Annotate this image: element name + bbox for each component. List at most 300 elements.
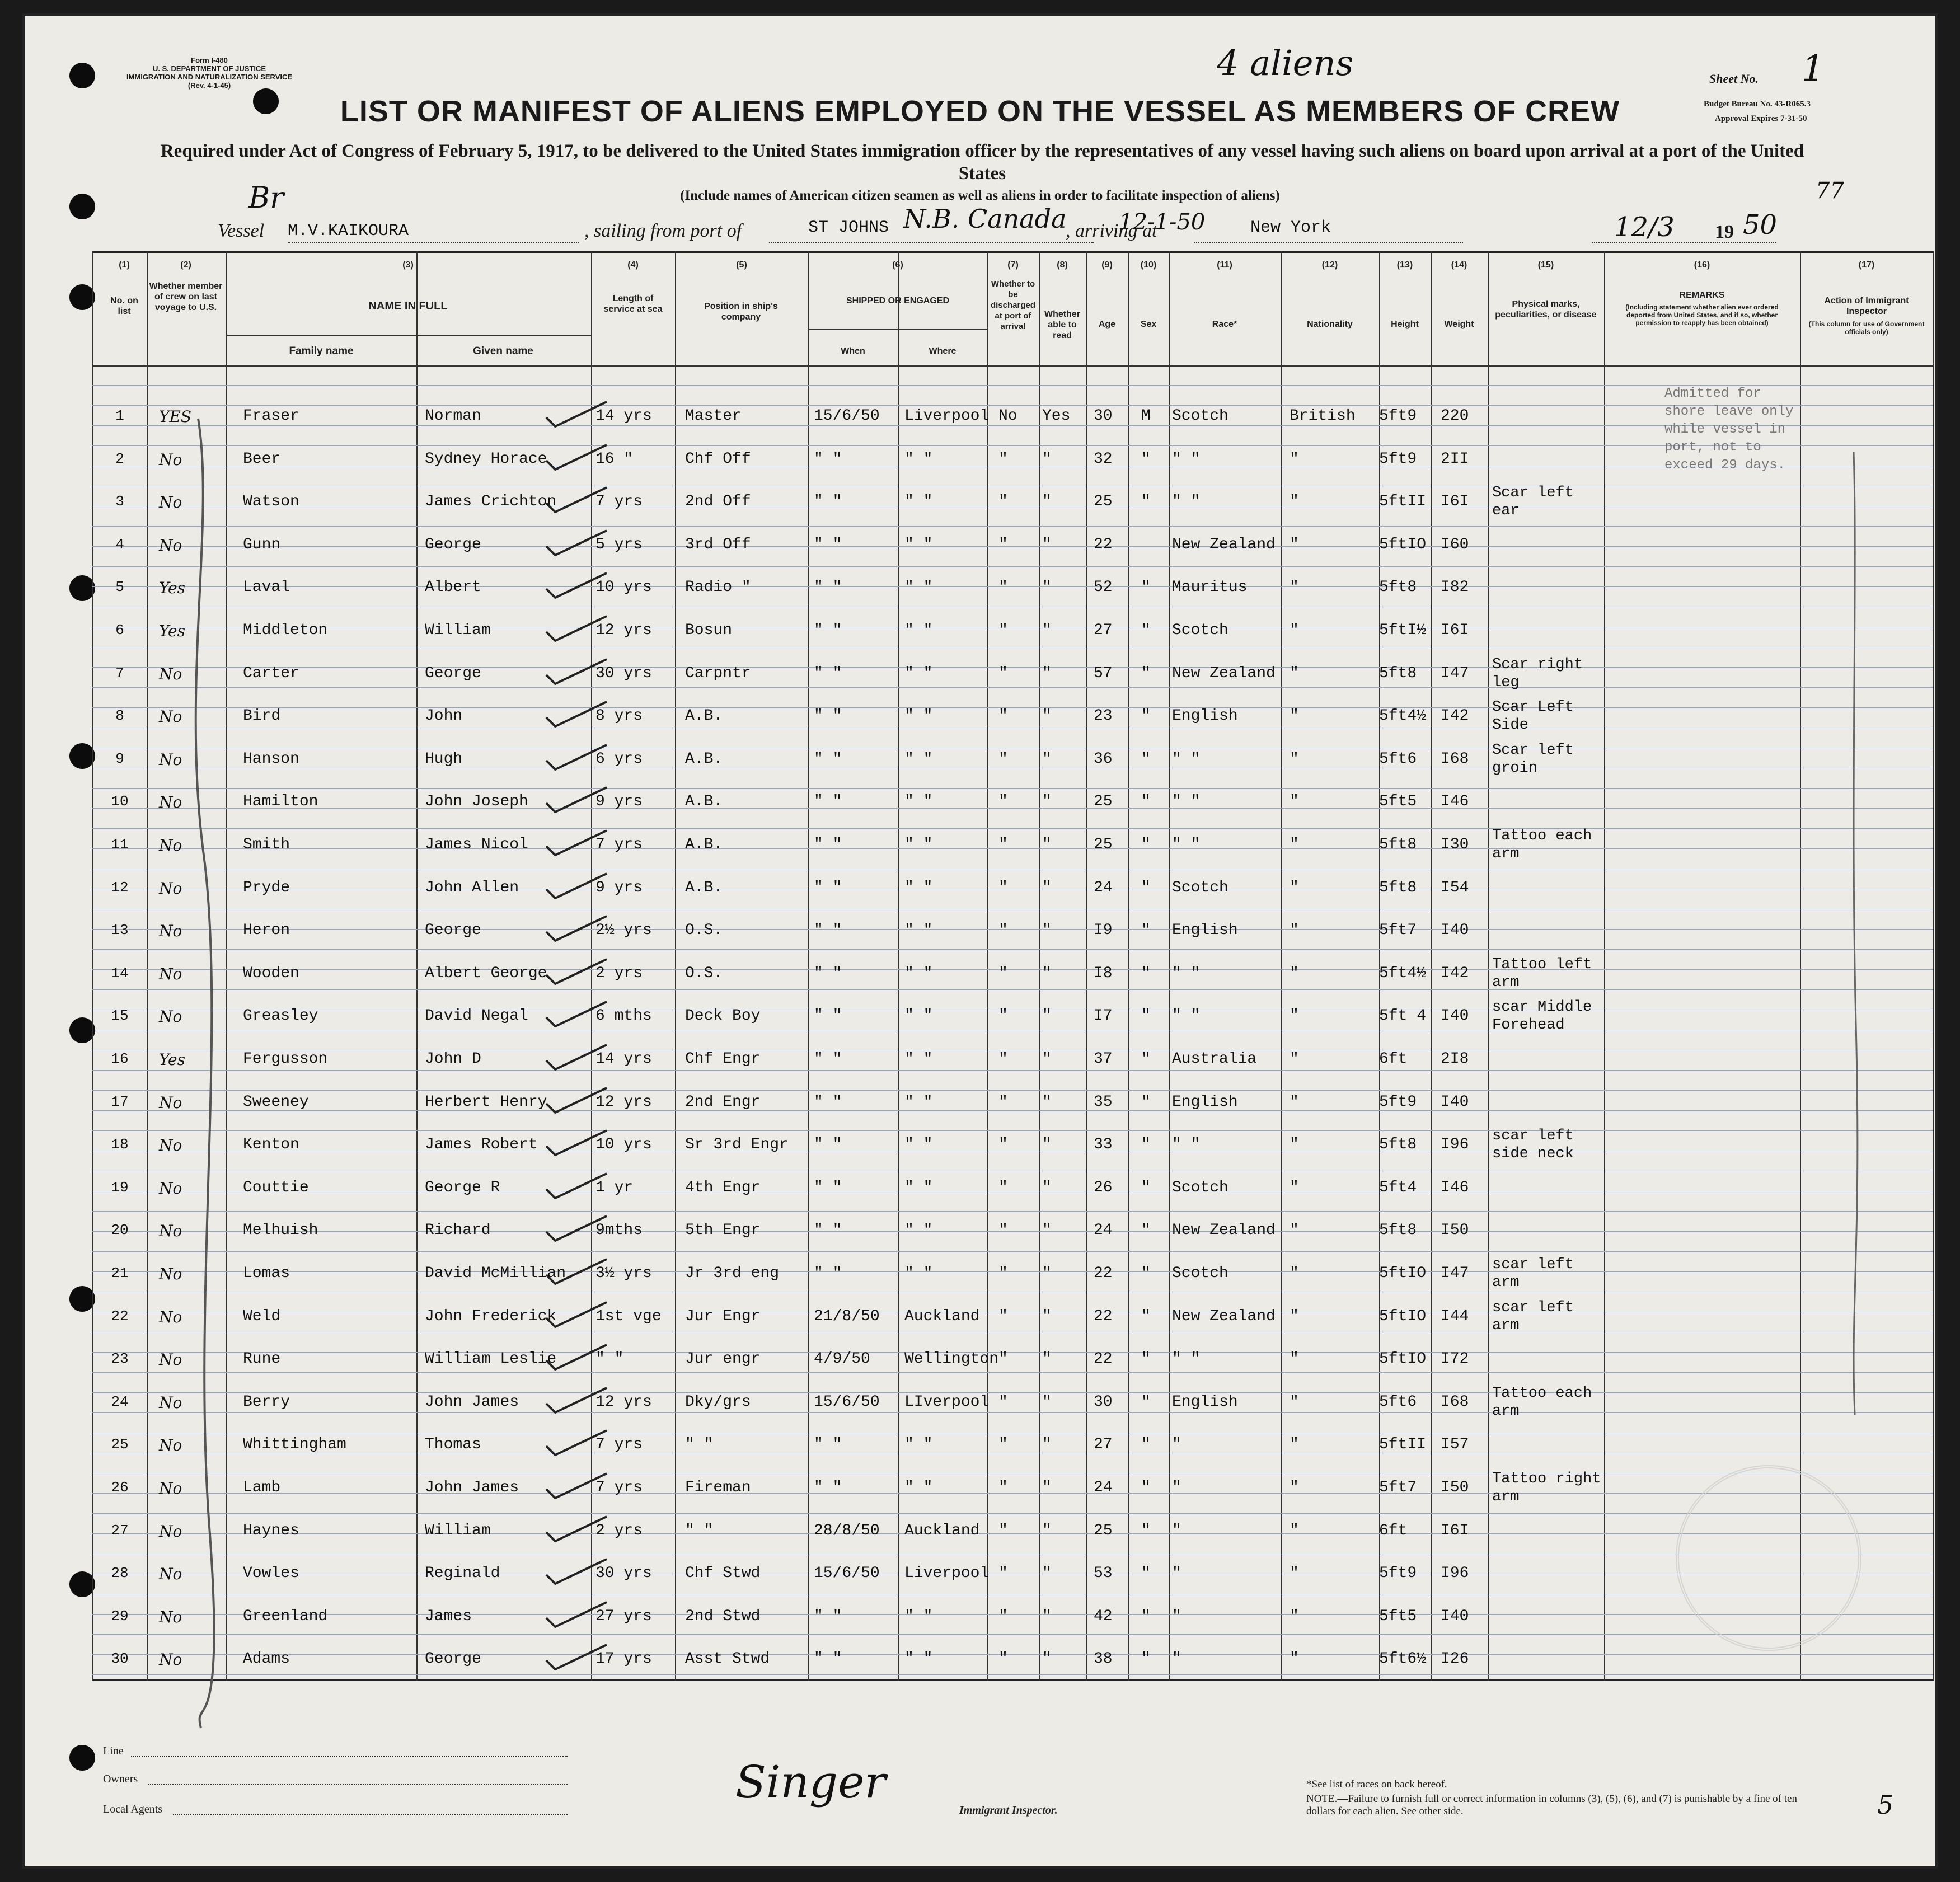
nationality-cell: " (1290, 450, 1299, 468)
where-cell: " " (904, 1265, 933, 1282)
when-cell: " " (814, 1179, 842, 1196)
height-cell: 5ftII (1379, 493, 1427, 510)
family-name-cell: Heron (243, 922, 290, 939)
given-name-cell: Sydney Horace (425, 450, 547, 468)
position-cell: 2nd Engr (685, 1093, 761, 1111)
row-number: 13 (111, 922, 129, 938)
family-name-cell: Lamb (243, 1479, 281, 1496)
service-cell: 7 yrs (595, 493, 643, 510)
given-name-cell: Albert (425, 579, 481, 596)
given-name-cell: John Joseph (425, 793, 528, 810)
read-cell: " (1042, 1650, 1052, 1668)
weight-cell: I42 (1441, 707, 1469, 725)
race-cell: " " (1172, 1350, 1201, 1368)
service-cell: 8 yrs (595, 707, 643, 725)
when-cell: 21/8/50 (814, 1308, 880, 1325)
manifest-sheet (22, 13, 1938, 1869)
discharged-cell: " (998, 493, 1008, 510)
sex-cell: " (1141, 879, 1151, 897)
row-number: 28 (111, 1565, 129, 1581)
weight-cell: I60 (1441, 536, 1469, 553)
year-suffix: 50 (1743, 209, 1778, 241)
crew-cell: No (159, 1308, 182, 1326)
crew-cell: No (159, 536, 182, 555)
col7-number: (7) (1007, 260, 1019, 270)
when-cell: " " (814, 665, 842, 682)
family-name-cell: Lomas (243, 1265, 290, 1282)
where-cell: " " (904, 493, 933, 510)
where-cell: " " (904, 1179, 933, 1196)
sex-cell: " (1141, 1522, 1151, 1540)
when-cell: " " (814, 622, 842, 639)
weight-cell: I57 (1441, 1436, 1469, 1453)
page-mark: 5 (1877, 1790, 1894, 1820)
col4-number: (4) (627, 260, 639, 270)
crew-cell: No (159, 1479, 182, 1498)
family-name-cell: Haynes (243, 1522, 299, 1540)
age-cell: 53 (1094, 1565, 1113, 1582)
physical-marks-cell: Tattoo each arm (1492, 828, 1592, 862)
height-cell: 5ft5 (1379, 1608, 1417, 1625)
physical-marks-cell: scar left arm (1492, 1256, 1574, 1291)
corner-mark: 77 (1816, 178, 1844, 204)
given-name-cell: James Nicol (425, 836, 528, 853)
physical-marks-cell: Scar right leg (1492, 656, 1583, 691)
race-cell: English (1172, 922, 1238, 939)
col12-number: (12) (1321, 260, 1338, 270)
nationality-cell: " (1290, 1136, 1299, 1153)
height-cell: 6ft (1379, 1522, 1408, 1540)
height-cell: 5ft5 (1379, 793, 1417, 810)
where-cell: " " (904, 707, 933, 725)
crew-cell: No (159, 922, 182, 940)
col2-header: Whether member of crew on last voyage to U.S. (149, 281, 223, 312)
crew-cell: No (159, 1436, 182, 1454)
nationality-cell: " (1290, 836, 1299, 853)
position-cell: 3rd Off (685, 536, 751, 553)
given-name-cell: William (425, 622, 491, 639)
weight-cell: I54 (1441, 879, 1469, 897)
sex-cell: " (1141, 1608, 1151, 1625)
height-cell: 5ftIO (1379, 1350, 1427, 1368)
height-cell: 5ft8 (1379, 1136, 1417, 1153)
family-name-cell: Laval (243, 579, 290, 596)
physical-marks-cell: scar Middle Forehead (1492, 999, 1592, 1034)
when-cell: " " (814, 450, 842, 468)
when-cell: " " (814, 1222, 842, 1239)
family-name-cell: Fraser (243, 407, 299, 425)
service-cell: 10 yrs (595, 1136, 652, 1153)
inspector-label: Immigrant Inspector. (959, 1804, 1058, 1817)
sex-cell: " (1141, 922, 1151, 939)
sex-cell: " (1141, 1350, 1151, 1368)
read-cell: " (1042, 922, 1052, 939)
discharged-cell: " (998, 1050, 1008, 1068)
nationality-cell: " (1290, 1608, 1299, 1625)
service-cell: 3½ yrs (595, 1265, 652, 1282)
discharged-cell: " (998, 1479, 1008, 1496)
given-name-cell: John James (425, 1479, 519, 1496)
nationality-cell: " (1290, 965, 1299, 982)
where-cell: " " (904, 450, 933, 468)
when-cell: " " (814, 750, 842, 768)
sex-cell: " (1141, 1308, 1151, 1325)
when-cell: " " (814, 1050, 842, 1068)
when-cell: " " (814, 879, 842, 897)
given-name-cell: David Negal (425, 1007, 528, 1025)
age-cell: 30 (1094, 1393, 1113, 1411)
port-from: ST JOHNS (808, 218, 889, 237)
nationality-cell: " (1290, 1565, 1299, 1582)
weight-cell: I82 (1441, 579, 1469, 596)
family-name-cell: Smith (243, 836, 290, 853)
approval-expires: Approval Expires 7-31-50 (1715, 114, 1807, 123)
where-cell: " " (904, 1050, 933, 1068)
read-cell: " (1042, 793, 1052, 810)
position-cell: " " (685, 1522, 714, 1540)
family-name-cell: Kenton (243, 1136, 299, 1153)
family-name-cell: Weld (243, 1308, 281, 1325)
race-cell: " (1172, 1608, 1181, 1625)
where-cell: " " (904, 665, 933, 682)
col15-header: Physical marks, peculiarities, or disease (1495, 299, 1597, 320)
nationality-cell: " (1290, 1093, 1299, 1111)
age-cell: 25 (1094, 793, 1113, 810)
physical-marks-cell: scar left side neck (1492, 1128, 1574, 1162)
weight-cell: 2I8 (1441, 1050, 1469, 1068)
weight-cell: 220 (1441, 407, 1469, 425)
race-cell: " (1172, 1522, 1181, 1540)
col9-number: (9) (1101, 260, 1113, 270)
family-name-cell: Vowles (243, 1565, 299, 1582)
read-cell: " (1042, 836, 1052, 853)
height-cell: 5ft4½ (1379, 707, 1427, 725)
crew-cell: No (159, 450, 182, 469)
read-cell: Yes (1042, 407, 1071, 425)
sex-cell: " (1141, 622, 1151, 639)
page-title: LIST OR MANIFEST OF ALIENS EMPLOYED ON THE VESSEL AS MEMBERS OF CREW (340, 95, 1620, 128)
row-number: 22 (111, 1308, 129, 1325)
read-cell: " (1042, 1565, 1052, 1582)
row-number: 21 (111, 1265, 129, 1282)
col1-number: (1) (119, 260, 130, 270)
age-cell: 24 (1094, 879, 1113, 897)
height-cell: 5ft8 (1379, 879, 1417, 897)
given-name-cell: George (425, 922, 481, 939)
race-cell: " " (1172, 450, 1201, 468)
when-cell: " " (814, 536, 842, 553)
height-cell: 5ft9 (1379, 450, 1417, 468)
when-cell: 15/6/50 (814, 1393, 880, 1411)
nationality-cell: " (1290, 1650, 1299, 1668)
form-service: IMMIGRATION AND NATURALIZATION SERVICE (126, 73, 293, 81)
discharged-cell: " (998, 1565, 1008, 1582)
remarks-cell: Admitted for shore leave only while vessel in port, not to exceed 29 days. (1664, 386, 1794, 473)
discharged-cell: " (998, 536, 1008, 553)
given-name-cell: George (425, 665, 481, 682)
discharged-cell: " (998, 1608, 1008, 1625)
given-name-cell: James (425, 1608, 472, 1625)
service-cell: 16 " (595, 450, 634, 468)
sex-cell: " (1141, 1393, 1151, 1411)
given-name-cell: John Frederick (425, 1308, 557, 1325)
where-cell: " " (904, 1222, 933, 1239)
service-cell: " " (595, 1350, 624, 1368)
service-cell: 1 yr (595, 1179, 634, 1196)
nationality-cell: British (1290, 407, 1356, 425)
nationality-cell: " (1290, 1265, 1299, 1282)
row-number: 5 (115, 579, 124, 595)
when-cell: " " (814, 1007, 842, 1025)
row-number: 9 (115, 750, 124, 767)
agents-label: Local Agents (103, 1803, 163, 1815)
sex-cell: " (1141, 1050, 1151, 1068)
position-cell: A.B. (685, 750, 723, 768)
service-cell: 14 yrs (595, 1050, 652, 1068)
row-number: 2 (115, 450, 124, 467)
when-cell: " " (814, 1436, 842, 1453)
age-cell: 42 (1094, 1608, 1113, 1625)
discharged-cell: " (998, 1350, 1008, 1368)
given-name-cell: John James (425, 1393, 519, 1411)
race-cell: New Zealand (1172, 1222, 1276, 1239)
age-cell: 57 (1094, 665, 1113, 682)
service-cell: 6 yrs (595, 750, 643, 768)
sex-cell: " (1141, 1007, 1151, 1025)
when-cell: 15/6/50 (814, 407, 880, 425)
weight-cell: I30 (1441, 836, 1469, 853)
discharged-cell: " (998, 793, 1008, 810)
where-cell: " " (904, 1479, 933, 1496)
service-cell: 2 yrs (595, 1522, 643, 1540)
vessel-label: Vessel (218, 220, 265, 241)
row-number: 11 (111, 836, 129, 853)
sex-cell: " (1141, 750, 1151, 768)
arrival-date: 12/3 (1614, 212, 1675, 243)
height-cell: 5ft8 (1379, 836, 1417, 853)
age-cell: 24 (1094, 1222, 1113, 1239)
weight-cell: I40 (1441, 1007, 1469, 1025)
age-cell: 36 (1094, 750, 1113, 768)
service-cell: 9 yrs (595, 879, 643, 897)
when-cell: " " (814, 493, 842, 510)
row-number: 27 (111, 1522, 129, 1539)
row-number: 17 (111, 1093, 129, 1110)
discharged-cell: " (998, 1136, 1008, 1153)
position-cell: A.B. (685, 793, 723, 810)
position-cell: A.B. (685, 707, 723, 725)
age-cell: I9 (1094, 922, 1113, 939)
read-cell: " (1042, 1265, 1052, 1282)
position-cell: 2nd Off (685, 493, 751, 510)
service-cell: 2 yrs (595, 965, 643, 982)
nationality-cell: " (1290, 665, 1299, 682)
nationality-cell: " (1290, 622, 1299, 639)
age-cell: 22 (1094, 1265, 1113, 1282)
nationality-cell: " (1290, 1479, 1299, 1496)
service-cell: 7 yrs (595, 1479, 643, 1496)
where-cell: " " (904, 1650, 933, 1668)
where-cell: " " (904, 622, 933, 639)
race-cell: " " (1172, 793, 1201, 810)
col2-number: (2) (180, 260, 191, 270)
weight-cell: I6I (1441, 622, 1469, 639)
family-name-cell: Wooden (243, 965, 299, 982)
nationality-cell: " (1290, 750, 1299, 768)
discharged-cell: " (998, 665, 1008, 682)
weight-cell: I46 (1441, 793, 1469, 810)
row-number: 12 (111, 879, 129, 896)
discharged-cell: " (998, 622, 1008, 639)
row-number: 10 (111, 793, 129, 810)
year-prefix: 19 (1715, 222, 1734, 242)
nationality-cell: " (1290, 579, 1299, 596)
where-cell: " " (904, 536, 933, 553)
where-cell: " " (904, 1608, 933, 1625)
race-cell: New Zealand (1172, 536, 1276, 553)
service-cell: 1st vge (595, 1308, 662, 1325)
service-cell: 14 yrs (595, 407, 652, 425)
crew-cell: No (159, 1093, 182, 1112)
given-name-cell: John D (425, 1050, 481, 1068)
age-cell: I8 (1094, 965, 1113, 982)
height-cell: 6ft (1379, 1050, 1408, 1068)
read-cell: " (1042, 1093, 1052, 1111)
arriving-label: , arriving at (1066, 220, 1157, 241)
port-hand: N.B. Canada (903, 204, 1067, 234)
read-cell: " (1042, 965, 1052, 982)
age-cell: 33 (1094, 1136, 1113, 1153)
service-cell: 12 yrs (595, 1093, 652, 1111)
row-number: 23 (111, 1350, 129, 1367)
crew-cell: No (159, 1179, 182, 1198)
col3a-header: Family name (289, 345, 354, 357)
read-cell: " (1042, 1179, 1052, 1196)
nationality-cell: " (1290, 793, 1299, 810)
weight-cell: I46 (1441, 1179, 1469, 1196)
when-cell: 15/6/50 (814, 1565, 880, 1582)
race-cell: " " (1172, 750, 1201, 768)
where-cell: " " (904, 922, 933, 939)
where-cell: LIverpool (904, 1393, 990, 1411)
when-cell: " " (814, 1650, 842, 1668)
when-cell: " " (814, 1479, 842, 1496)
discharged-cell: " (998, 1265, 1008, 1282)
discharged-cell: " (998, 750, 1008, 768)
race-cell: New Zealand (1172, 1308, 1276, 1325)
position-cell: A.B. (685, 879, 723, 897)
family-name-cell: Berry (243, 1393, 290, 1411)
col11-number: (11) (1217, 260, 1232, 270)
when-cell: " " (814, 836, 842, 853)
nationality-cell: " (1290, 1050, 1299, 1068)
race-cell: Scotch (1172, 1179, 1228, 1196)
sex-cell: " (1141, 1265, 1151, 1282)
where-cell: " " (904, 750, 933, 768)
col17-number: (17) (1858, 260, 1875, 270)
family-name-cell: Beer (243, 450, 281, 468)
age-cell: 22 (1094, 1350, 1113, 1368)
include-note: (Include names of American citizen seamen as well as aliens in order to facilitate inspection of aliens) (680, 188, 1280, 203)
read-cell: " (1042, 1007, 1052, 1025)
weight-cell: I47 (1441, 1265, 1469, 1282)
vessel-name: M.V.KAIKOURA (288, 222, 409, 241)
family-name-cell: Fergusson (243, 1050, 328, 1068)
family-name-cell: Rune (243, 1350, 281, 1368)
where-cell: " " (904, 1007, 933, 1025)
when-cell: 4/9/50 (814, 1350, 870, 1368)
col3b-header: Given name (473, 345, 533, 357)
where-cell: " " (904, 1093, 933, 1111)
read-cell: " (1042, 1222, 1052, 1239)
position-cell: A.B. (685, 836, 723, 853)
discharged-cell: " (998, 965, 1008, 982)
crew-cell: Yes (159, 579, 185, 597)
read-cell: " (1042, 579, 1052, 596)
read-cell: " (1042, 1350, 1052, 1368)
physical-marks-cell: Tattoo right arm (1492, 1471, 1601, 1505)
line-label: Line (103, 1745, 124, 1757)
given-name-cell: William Leslie (425, 1350, 557, 1368)
read-cell: " (1042, 536, 1052, 553)
height-cell: 5ft7 (1379, 922, 1417, 939)
weight-cell: I72 (1441, 1350, 1469, 1368)
service-cell: 9 yrs (595, 793, 643, 810)
col6b-header: Where (929, 346, 956, 356)
row-number: 3 (115, 493, 124, 510)
sex-cell: " (1141, 707, 1151, 725)
age-cell: I7 (1094, 1007, 1113, 1025)
position-cell: Chf Off (685, 450, 751, 468)
race-cell: " (1172, 1479, 1181, 1496)
family-name-cell: Pryde (243, 879, 290, 897)
sex-cell: " (1141, 1093, 1151, 1111)
col4-header: Length of service at sea (603, 294, 663, 314)
col13-header: Height (1391, 320, 1419, 329)
race-cell: " " (1172, 965, 1201, 982)
service-cell: 30 yrs (595, 1565, 652, 1582)
nationality-cell: " (1290, 536, 1299, 553)
sheet-number: 1 (1802, 48, 1825, 90)
given-name-cell: Thomas (425, 1436, 481, 1453)
read-cell: " (1042, 1522, 1052, 1540)
discharged-cell: " (998, 1007, 1008, 1025)
where-cell: Auckland (904, 1308, 980, 1325)
row-number: 24 (111, 1393, 129, 1410)
crew-cell: No (159, 1222, 182, 1240)
family-name-cell: Middleton (243, 622, 328, 639)
read-cell: " (1042, 1479, 1052, 1496)
weight-cell: I40 (1441, 1093, 1469, 1111)
weight-cell: I40 (1441, 922, 1469, 939)
col5-header: Position in ship's company (704, 302, 778, 322)
age-cell: 24 (1094, 1479, 1113, 1496)
discharged-cell: " (998, 1222, 1008, 1239)
col8-header: Whether able to read (1044, 309, 1080, 340)
nationality-cell: " (1290, 707, 1299, 725)
nationality-cell: " (1290, 493, 1299, 510)
sex-cell: " (1141, 836, 1151, 853)
age-cell: 27 (1094, 622, 1113, 639)
discharged-cell: " (998, 1093, 1008, 1111)
col9-header: Age (1098, 320, 1116, 329)
height-cell: 5ft9 (1379, 407, 1417, 425)
given-name-cell: George (425, 536, 481, 553)
weight-cell: I6I (1441, 493, 1469, 510)
race-cell: Mauritus (1172, 579, 1248, 596)
budget-bureau: Budget Bureau No. 43-R065.3 (1704, 100, 1811, 109)
race-cell: Scotch (1172, 1265, 1228, 1282)
